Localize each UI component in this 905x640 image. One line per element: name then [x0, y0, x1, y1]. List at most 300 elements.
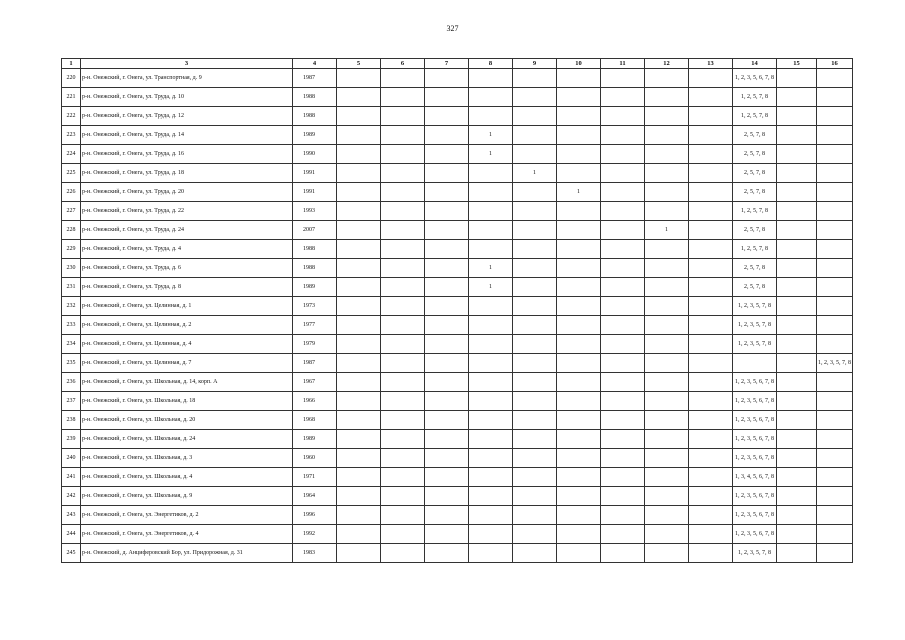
cell-addr: р-н. Онежский, г. Онега, ул. Целинная, д. 7 [81, 354, 293, 373]
table-row [62, 487, 853, 506]
cell-addr: р-н. Онежский, г. Онега, ул. Труда, д. 14 [81, 126, 293, 145]
empty-cell [425, 202, 469, 221]
cell-addr: р-н. Онежский, г. Онега, ул. Школьная, д. 3 [81, 449, 293, 468]
empty-cell [601, 107, 645, 126]
empty-cell [337, 259, 381, 278]
cell-c8: 1 [469, 278, 513, 297]
cell-c14: 2, 5, 7, 8 [733, 221, 777, 240]
empty-cell [777, 506, 817, 525]
cell-c8 [469, 487, 513, 506]
cell-num: 230 [62, 259, 81, 278]
cell-year: 1991 [293, 164, 337, 183]
cell-year: 1988 [293, 107, 337, 126]
cell-addr: р-н. Онежский, г. Онега, ул. Труда, д. 20 [81, 183, 293, 202]
cell-c16 [817, 202, 853, 221]
cell-c16 [817, 221, 853, 240]
empty-cell [337, 164, 381, 183]
cell-year: 1990 [293, 145, 337, 164]
empty-cell [381, 259, 425, 278]
cell-year: 1989 [293, 430, 337, 449]
empty-cell [601, 297, 645, 316]
cell-c14: 1, 2, 3, 5, 6, 7, 8 [733, 449, 777, 468]
cell-c16 [817, 297, 853, 316]
empty-cell [777, 354, 817, 373]
cell-num: 238 [62, 411, 81, 430]
cell-c9 [513, 430, 557, 449]
cell-c10 [557, 506, 601, 525]
cell-c16 [817, 183, 853, 202]
empty-cell [601, 525, 645, 544]
empty-cell [689, 544, 733, 563]
empty-cell [425, 335, 469, 354]
cell-num: 229 [62, 240, 81, 259]
table-row [62, 202, 853, 221]
empty-cell [425, 354, 469, 373]
cell-c12 [645, 183, 689, 202]
empty-cell [777, 487, 817, 506]
table-row [62, 145, 853, 164]
empty-cell [777, 126, 817, 145]
cell-c10 [557, 392, 601, 411]
empty-cell [601, 468, 645, 487]
empty-cell [689, 335, 733, 354]
cell-num: 235 [62, 354, 81, 373]
cell-c16: 1, 2, 3, 5, 7, 8 [817, 354, 853, 373]
cell-year: 2007 [293, 221, 337, 240]
cell-year: 1988 [293, 240, 337, 259]
cell-c9 [513, 202, 557, 221]
empty-cell [381, 69, 425, 88]
cell-c9 [513, 449, 557, 468]
cell-c9 [513, 525, 557, 544]
table-row [62, 126, 853, 145]
cell-c12 [645, 240, 689, 259]
empty-cell [689, 202, 733, 221]
column-header: 3 [81, 59, 293, 69]
column-header: 13 [689, 59, 733, 69]
table-row [62, 297, 853, 316]
cell-c8 [469, 468, 513, 487]
empty-cell [601, 335, 645, 354]
column-header: 16 [817, 59, 853, 69]
empty-cell [337, 202, 381, 221]
cell-addr: р-н. Онежский, г. Онега, ул. Труда, д. 16 [81, 145, 293, 164]
empty-cell [689, 183, 733, 202]
empty-cell [337, 107, 381, 126]
empty-cell [777, 278, 817, 297]
empty-cell [381, 202, 425, 221]
cell-c16 [817, 411, 853, 430]
cell-c10: 1 [557, 183, 601, 202]
empty-cell [425, 126, 469, 145]
cell-addr: р-н. Онежский, г. Онега, ул. Школьная, д. 24 [81, 430, 293, 449]
cell-c8 [469, 69, 513, 88]
cell-c16 [817, 468, 853, 487]
table-row [62, 468, 853, 487]
cell-c9 [513, 88, 557, 107]
cell-c14: 2, 5, 7, 8 [733, 259, 777, 278]
table-row [62, 449, 853, 468]
empty-cell [425, 430, 469, 449]
cell-addr: р-н. Онежский, г. Онега, ул. Целинная, д. 1 [81, 297, 293, 316]
column-header: 6 [381, 59, 425, 69]
cell-c10 [557, 411, 601, 430]
cell-c16 [817, 487, 853, 506]
cell-num: 224 [62, 145, 81, 164]
table-row [62, 183, 853, 202]
cell-c14: 1, 3, 4, 5, 6, 7, 8 [733, 468, 777, 487]
empty-cell [689, 449, 733, 468]
cell-year: 1992 [293, 525, 337, 544]
cell-addr: р-н. Онежский, г. Онега, ул. Труда, д. 8 [81, 278, 293, 297]
empty-cell [425, 468, 469, 487]
cell-c8 [469, 202, 513, 221]
empty-cell [777, 316, 817, 335]
cell-c10 [557, 354, 601, 373]
empty-cell [689, 392, 733, 411]
empty-cell [425, 449, 469, 468]
cell-year: 1991 [293, 183, 337, 202]
cell-c10 [557, 449, 601, 468]
table-row [62, 259, 853, 278]
empty-cell [337, 297, 381, 316]
cell-c16 [817, 392, 853, 411]
cell-num: 231 [62, 278, 81, 297]
cell-c16 [817, 164, 853, 183]
empty-cell [777, 373, 817, 392]
empty-cell [777, 525, 817, 544]
cell-addr: р-н. Онежский, г. Онега, ул. Школьная, д. 9 [81, 487, 293, 506]
cell-year: 1987 [293, 69, 337, 88]
cell-c12 [645, 202, 689, 221]
cell-c10 [557, 259, 601, 278]
table-row [62, 525, 853, 544]
cell-c9 [513, 126, 557, 145]
column-header: 15 [777, 59, 817, 69]
cell-c9 [513, 335, 557, 354]
cell-num: 222 [62, 107, 81, 126]
empty-cell [381, 430, 425, 449]
empty-cell [601, 88, 645, 107]
empty-cell [337, 145, 381, 164]
empty-cell [601, 506, 645, 525]
empty-cell [425, 392, 469, 411]
cell-c9 [513, 544, 557, 563]
cell-c14: 2, 5, 7, 8 [733, 145, 777, 164]
empty-cell [425, 411, 469, 430]
cell-c14: 2, 5, 7, 8 [733, 183, 777, 202]
cell-year: 1960 [293, 449, 337, 468]
cell-c12 [645, 316, 689, 335]
cell-c12 [645, 411, 689, 430]
cell-c9 [513, 297, 557, 316]
empty-cell [777, 240, 817, 259]
empty-cell [777, 183, 817, 202]
cell-c12 [645, 88, 689, 107]
data-table [61, 58, 853, 563]
empty-cell [777, 259, 817, 278]
cell-c14: 1, 2, 3, 5, 6, 7, 8 [733, 506, 777, 525]
cell-c10 [557, 202, 601, 221]
cell-c10 [557, 544, 601, 563]
cell-c8 [469, 107, 513, 126]
empty-cell [337, 430, 381, 449]
table-row [62, 107, 853, 126]
cell-c10 [557, 221, 601, 240]
cell-c16 [817, 449, 853, 468]
cell-addr: р-н. Онежский, г. Онега, ул. Труда, д. 24 [81, 221, 293, 240]
table-row [62, 544, 853, 563]
cell-c12 [645, 487, 689, 506]
table-row [62, 316, 853, 335]
cell-c14: 1, 2, 5, 7, 8 [733, 240, 777, 259]
cell-c8: 1 [469, 259, 513, 278]
empty-cell [601, 126, 645, 145]
empty-cell [777, 335, 817, 354]
cell-num: 223 [62, 126, 81, 145]
cell-addr: р-н. Онежский, г. Онега, ул. Труда, д. 12 [81, 107, 293, 126]
empty-cell [337, 240, 381, 259]
empty-cell [425, 221, 469, 240]
cell-c16 [817, 126, 853, 145]
empty-cell [689, 297, 733, 316]
cell-c8 [469, 221, 513, 240]
cell-c12: 1 [645, 221, 689, 240]
column-header: 1 [62, 59, 81, 69]
cell-num: 225 [62, 164, 81, 183]
cell-c12 [645, 145, 689, 164]
cell-num: 221 [62, 88, 81, 107]
cell-addr: р-н. Онежский, г. Онега, ул. Энергетиков, д. 2 [81, 506, 293, 525]
empty-cell [381, 316, 425, 335]
cell-c14: 1, 2, 5, 7, 8 [733, 88, 777, 107]
cell-c10 [557, 468, 601, 487]
empty-cell [601, 449, 645, 468]
empty-cell [381, 506, 425, 525]
cell-c9 [513, 468, 557, 487]
cell-num: 239 [62, 430, 81, 449]
empty-cell [425, 297, 469, 316]
empty-cell [689, 354, 733, 373]
empty-cell [777, 69, 817, 88]
table-row [62, 335, 853, 354]
empty-cell [601, 240, 645, 259]
cell-year: 1988 [293, 88, 337, 107]
column-header: 11 [601, 59, 645, 69]
empty-cell [337, 126, 381, 145]
empty-cell [777, 88, 817, 107]
empty-cell [689, 525, 733, 544]
empty-cell [337, 335, 381, 354]
empty-cell [337, 468, 381, 487]
cell-c16 [817, 373, 853, 392]
column-header: 4 [293, 59, 337, 69]
empty-cell [337, 183, 381, 202]
cell-c14: 2, 5, 7, 8 [733, 164, 777, 183]
empty-cell [601, 411, 645, 430]
cell-c16 [817, 259, 853, 278]
empty-cell [777, 202, 817, 221]
column-header: 5 [337, 59, 381, 69]
empty-cell [337, 449, 381, 468]
table-row [62, 354, 853, 373]
empty-cell [689, 221, 733, 240]
cell-c14: 1, 2, 3, 5, 6, 7, 8 [733, 373, 777, 392]
empty-cell [689, 88, 733, 107]
column-header: 12 [645, 59, 689, 69]
cell-c8 [469, 183, 513, 202]
empty-cell [425, 107, 469, 126]
cell-c8 [469, 354, 513, 373]
cell-c14: 2, 5, 7, 8 [733, 278, 777, 297]
empty-cell [381, 126, 425, 145]
empty-cell [381, 411, 425, 430]
cell-year: 1979 [293, 335, 337, 354]
empty-cell [601, 221, 645, 240]
column-header: 10 [557, 59, 601, 69]
empty-cell [777, 145, 817, 164]
empty-cell [777, 411, 817, 430]
table-row [62, 430, 853, 449]
cell-addr: р-н. Онежский, г. Онега, ул. Труда, д. 18 [81, 164, 293, 183]
empty-cell [601, 278, 645, 297]
empty-cell [381, 107, 425, 126]
cell-c14: 1, 2, 3, 5, 7, 8 [733, 544, 777, 563]
table-row [62, 373, 853, 392]
cell-c14: 1, 2, 3, 5, 6, 7, 8 [733, 487, 777, 506]
cell-addr: р-н. Онежский, г. Онега, ул. Целинная, д. 2 [81, 316, 293, 335]
cell-c12 [645, 278, 689, 297]
empty-cell [425, 525, 469, 544]
column-header: 8 [469, 59, 513, 69]
cell-year: 1973 [293, 297, 337, 316]
table-body [62, 69, 853, 563]
cell-addr: р-н. Онежский, г. Онега, ул. Школьная, д. 4 [81, 468, 293, 487]
cell-c8 [469, 240, 513, 259]
cell-addr: р-н. Онежский, г. Онега, ул. Труда, д. 4 [81, 240, 293, 259]
empty-cell [425, 259, 469, 278]
cell-c16 [817, 88, 853, 107]
cell-c10 [557, 316, 601, 335]
empty-cell [777, 164, 817, 183]
cell-num: 237 [62, 392, 81, 411]
empty-cell [381, 354, 425, 373]
cell-c9 [513, 240, 557, 259]
empty-cell [381, 164, 425, 183]
cell-num: 220 [62, 69, 81, 88]
empty-cell [601, 354, 645, 373]
cell-c10 [557, 373, 601, 392]
cell-c12 [645, 69, 689, 88]
cell-num: 227 [62, 202, 81, 221]
empty-cell [601, 69, 645, 88]
cell-c8: 1 [469, 145, 513, 164]
empty-cell [777, 392, 817, 411]
column-header: 14 [733, 59, 777, 69]
cell-num: 236 [62, 373, 81, 392]
cell-c16 [817, 278, 853, 297]
cell-c16 [817, 145, 853, 164]
empty-cell [689, 126, 733, 145]
empty-cell [601, 259, 645, 278]
cell-addr: р-н. Онежский, г. Онега, ул. Труда, д. 10 [81, 88, 293, 107]
cell-c10 [557, 164, 601, 183]
cell-num: 228 [62, 221, 81, 240]
cell-c12 [645, 164, 689, 183]
cell-year: 1983 [293, 544, 337, 563]
cell-year: 1996 [293, 506, 337, 525]
cell-c9 [513, 145, 557, 164]
cell-c10 [557, 297, 601, 316]
cell-c14: 1, 2, 3, 5, 6, 7, 8 [733, 525, 777, 544]
empty-cell [689, 278, 733, 297]
empty-cell [777, 468, 817, 487]
empty-cell [381, 449, 425, 468]
cell-c16 [817, 316, 853, 335]
table-row [62, 392, 853, 411]
cell-c12 [645, 335, 689, 354]
cell-c10 [557, 145, 601, 164]
cell-num: 244 [62, 525, 81, 544]
cell-c14: 1, 2, 3, 5, 6, 7, 8 [733, 392, 777, 411]
cell-year: 1989 [293, 126, 337, 145]
empty-cell [601, 392, 645, 411]
empty-cell [337, 392, 381, 411]
cell-year: 1968 [293, 411, 337, 430]
cell-c9 [513, 373, 557, 392]
empty-cell [777, 297, 817, 316]
cell-c16 [817, 525, 853, 544]
cell-year: 1964 [293, 487, 337, 506]
cell-addr: р-н. Онежский, г. Онега, ул. Труда, д. 6 [81, 259, 293, 278]
empty-cell [425, 487, 469, 506]
cell-year: 1971 [293, 468, 337, 487]
table-row [62, 240, 853, 259]
cell-c12 [645, 506, 689, 525]
cell-num: 242 [62, 487, 81, 506]
empty-cell [601, 430, 645, 449]
cell-c16 [817, 335, 853, 354]
cell-addr: р-н. Онежский, г. Онега, ул. Школьная, д. 18 [81, 392, 293, 411]
empty-cell [425, 278, 469, 297]
empty-cell [381, 373, 425, 392]
empty-cell [601, 183, 645, 202]
cell-c14: 1, 2, 5, 7, 8 [733, 107, 777, 126]
cell-c14: 1, 2, 3, 5, 6, 7, 8 [733, 430, 777, 449]
cell-c14: 1, 2, 3, 5, 6, 7, 8 [733, 411, 777, 430]
cell-c8 [469, 411, 513, 430]
empty-cell [381, 145, 425, 164]
cell-year: 1989 [293, 278, 337, 297]
cell-c12 [645, 354, 689, 373]
cell-c12 [645, 373, 689, 392]
cell-c10 [557, 430, 601, 449]
cell-c8 [469, 335, 513, 354]
cell-c10 [557, 335, 601, 354]
cell-year: 1966 [293, 392, 337, 411]
empty-cell [381, 335, 425, 354]
cell-c12 [645, 449, 689, 468]
empty-cell [689, 506, 733, 525]
cell-c14: 1, 2, 3, 5, 7, 8 [733, 316, 777, 335]
cell-addr: р-н. Онежский, г. Онега, ул. Школьная, д. 14, корп. А [81, 373, 293, 392]
empty-cell [337, 316, 381, 335]
cell-c9: 1 [513, 164, 557, 183]
table-row [62, 69, 853, 88]
cell-c14: 1, 2, 5, 7, 8 [733, 202, 777, 221]
cell-c8: 1 [469, 126, 513, 145]
cell-c12 [645, 107, 689, 126]
